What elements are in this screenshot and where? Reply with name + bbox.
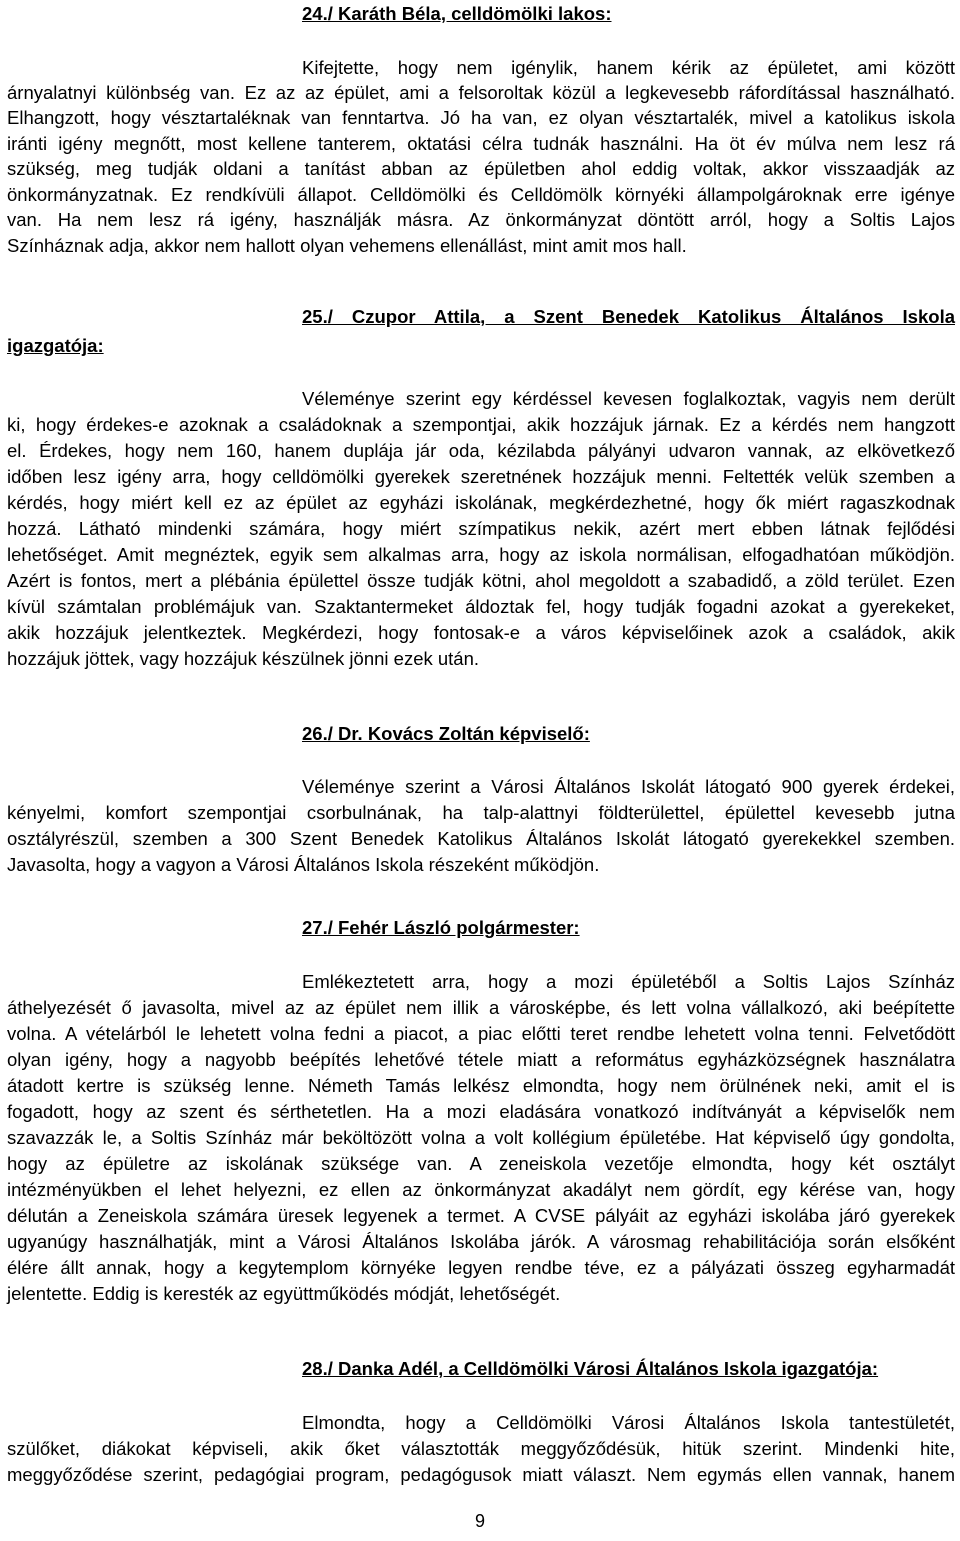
paragraph-line: Elmondta, hogy a Celldömölki Városi Általános Iskola tantestületét, xyxy=(302,1412,955,1433)
paragraph-line: kívül számtalan problémájuk van. Szaktantermeket áldoztak fel, hogy tudják fogadni azokat a gyerekeket, xyxy=(7,596,955,617)
paragraph-line: jelentette. Eddig is keresték az együttműködés módját, lehetőségét. xyxy=(7,1283,561,1304)
heading-26: 26./ Dr. Kovács Zoltán képviselő: xyxy=(302,723,590,744)
paragraph-line: szülőket, diákokat képviseli, akik őket választották meggyőződésük, hitük szerint. Mindenki hite, xyxy=(7,1438,955,1459)
paragraph-line: hogy az épületre az iskolának szüksége van. A zeneiskola vezetője elmondta, hogy két osztályt xyxy=(7,1153,955,1174)
paragraph-line: Véleménye szerint egy kérdéssel kevesen foglalkoztak, vagyis nem derült xyxy=(302,388,955,409)
heading-25-continuation: igazgatója: xyxy=(7,335,104,356)
heading-27: 27./ Fehér László polgármester: xyxy=(302,917,580,938)
paragraph-line: hozzájuk jöttek, vagy hozzájuk készülnek jönni ezek után. xyxy=(7,648,480,669)
paragraph-line: Javasolta, hogy a vagyon a Városi Általános Iskola részeként működjön. xyxy=(7,854,600,875)
heading-24: 24./ Karáth Béla, celldömölki lakos: xyxy=(302,3,612,24)
paragraph-line: árnyalatnyi különbség van. Ez az az épület, ami a felsoroltak közül a legkevesebb ráfordítással használható. xyxy=(7,82,955,103)
paragraph-line: Elhangzott, hogy vésztartaléknak van fenntartva. Jó ha van, ez olyan vésztartalék, mivel a katolikus iskola xyxy=(7,107,955,128)
paragraph-line: Kifejtette, hogy nem igénylik, hanem kérik az épületet, ami között xyxy=(302,57,955,78)
heading-25: 25./ Czupor Attila, a Szent Benedek Katolikus Általános Iskola xyxy=(302,306,955,327)
paragraph-line: iránti igény megnőtt, most kellene tanterem, oktatási célra tudnák használni. Ha öt év múlva nem lesz rá xyxy=(7,133,955,154)
paragraph-line: el. Érdekes, hogy nem 160, hanem duplája jár oda, kézilabda pályányi udvaron vannak, az elkövetkező xyxy=(7,440,955,461)
paragraph-line: áthelyezését ő javasolta, mivel az az épület nem illik a városképbe, és lett volna vállalkozó, aki beépítette xyxy=(7,997,955,1018)
paragraph-line: olyan igény, hogy a nagyobb beépítés lehetővé tétele miatt a református egyházközségnek használatra xyxy=(7,1049,955,1070)
paragraph-line: Véleménye szerint a Városi Általános Iskolát látogató 900 gyerek érdekei, xyxy=(302,776,955,797)
paragraph-line: kényelmi, komfort szempontjai csorbulnának, ha talp-alattnyi földterülettel, épülettel kevesebb jutna xyxy=(7,802,955,823)
paragraph-line: Emlékeztetett arra, hogy a mozi épületéből a Soltis Lajos Színház xyxy=(302,971,955,992)
paragraph-line: élére állt annak, hogy a kegytemplom környéke legyen rendbe téve, ez a pályázati összeg egyharmadát xyxy=(7,1257,955,1278)
paragraph-line: fogadott, hogy az szent és sérthetetlen. Ha a mozi eladására vonatkozó indítványát a képviselők nem xyxy=(7,1101,955,1122)
paragraph-line: hozzá. Látható mindenki számára, hogy miért szímpatikus nekik, azért mert ebben látnak fejlődési xyxy=(7,518,955,539)
paragraph-line: osztályrészül, szemben a 300 Szent Benedek Katolikus Általános Iskolát látogató gyerekekkel szemben. xyxy=(7,828,955,849)
paragraph-line: kérdés, hogy miért kell ez az épület az egyházi iskolának, megkérdezhetné, hogy ők miért ragaszkodnak xyxy=(7,492,955,513)
paragraph-line: Azért is fontos, mert a plébánia épülettel össze tudják kötni, ahol megoldott a szabadidő, a zöld terület. Ezen xyxy=(7,570,955,591)
paragraph-line: időben lesz igény arra, hogy celldömölki gyerekek szeretnének hozzájuk menni. Feltették velük szemben a xyxy=(7,466,955,487)
paragraph-line: intézményükben el lehet helyezni, ez ellen az önkormányzat akadályt nem gördít, egy kérése van, hogy xyxy=(7,1179,955,1200)
page-number: 9 xyxy=(474,1511,485,1531)
paragraph-line: volna. A vételárból le lehetett volna fedni a piacot, a piac előtti teret rendbe lehetett volna tenni. Felvetődött xyxy=(7,1023,955,1044)
paragraph-line: szükség, meg tudják oldani a tanítást abban az épületben ahol eddig voltak, akkor visszaadják az xyxy=(7,158,955,179)
paragraph-line: akik hozzájuk jelentkeztek. Megkérdezi, hogy fontosak-e a város képviselőinek azok a családok, akik xyxy=(7,622,955,643)
paragraph-line: átadott kertre is szükség lenne. Németh Tamás lelkész elmondta, hogy nem örülnének neki, amit el is xyxy=(7,1075,955,1096)
paragraph-line: ugyanúgy használhatják, mint a Városi Általános Iskolába járók. A városmag rehabilitációja során elsőként xyxy=(7,1231,955,1252)
paragraph-line: Színháznak adja, akkor nem hallott olyan vehemens ellenállást, mint amit mos hall. xyxy=(7,235,687,256)
paragraph-line: önkormányzatnak. Ez rendkívüli állapot. Celldömölki és Celldömölk környéki állampolgároknak erre igénye xyxy=(7,184,955,205)
paragraph-line: lehetőséget. Amit megnéztek, egyik sem alkalmas arra, hogy az iskola normálisan, elfogadhatóan működjön. xyxy=(7,544,955,565)
paragraph-line: meggyőződése szerint, pedagógiai program, pedagógusok miatt választ. Nem egymás ellen vannak, hanem xyxy=(7,1464,955,1485)
paragraph-line: van. Ha nem lesz rá igény, használják másra. Az önkormányzat döntött arról, hogy a Soltis Lajos xyxy=(7,209,955,230)
paragraph-line: délután a Zeneiskola számára üresek legyenek a termet. A CVSE pályáit az egyházi iskolába járó gyerekek xyxy=(7,1205,955,1226)
heading-28: 28./ Danka Adél, a Celldömölki Városi Általános Iskola igazgatója: xyxy=(302,1358,879,1379)
paragraph-line: szavazzák le, a Soltis Színház már beköltözött volna a volt kollégium épületébe. Hat képviselő úgy gondolta, xyxy=(7,1127,955,1148)
paragraph-line: ki, hogy érdekes-e azoknak a családoknak a szempontjai, akik hozzájuk járnak. Ez a kérdés nem hangzott xyxy=(7,414,955,435)
